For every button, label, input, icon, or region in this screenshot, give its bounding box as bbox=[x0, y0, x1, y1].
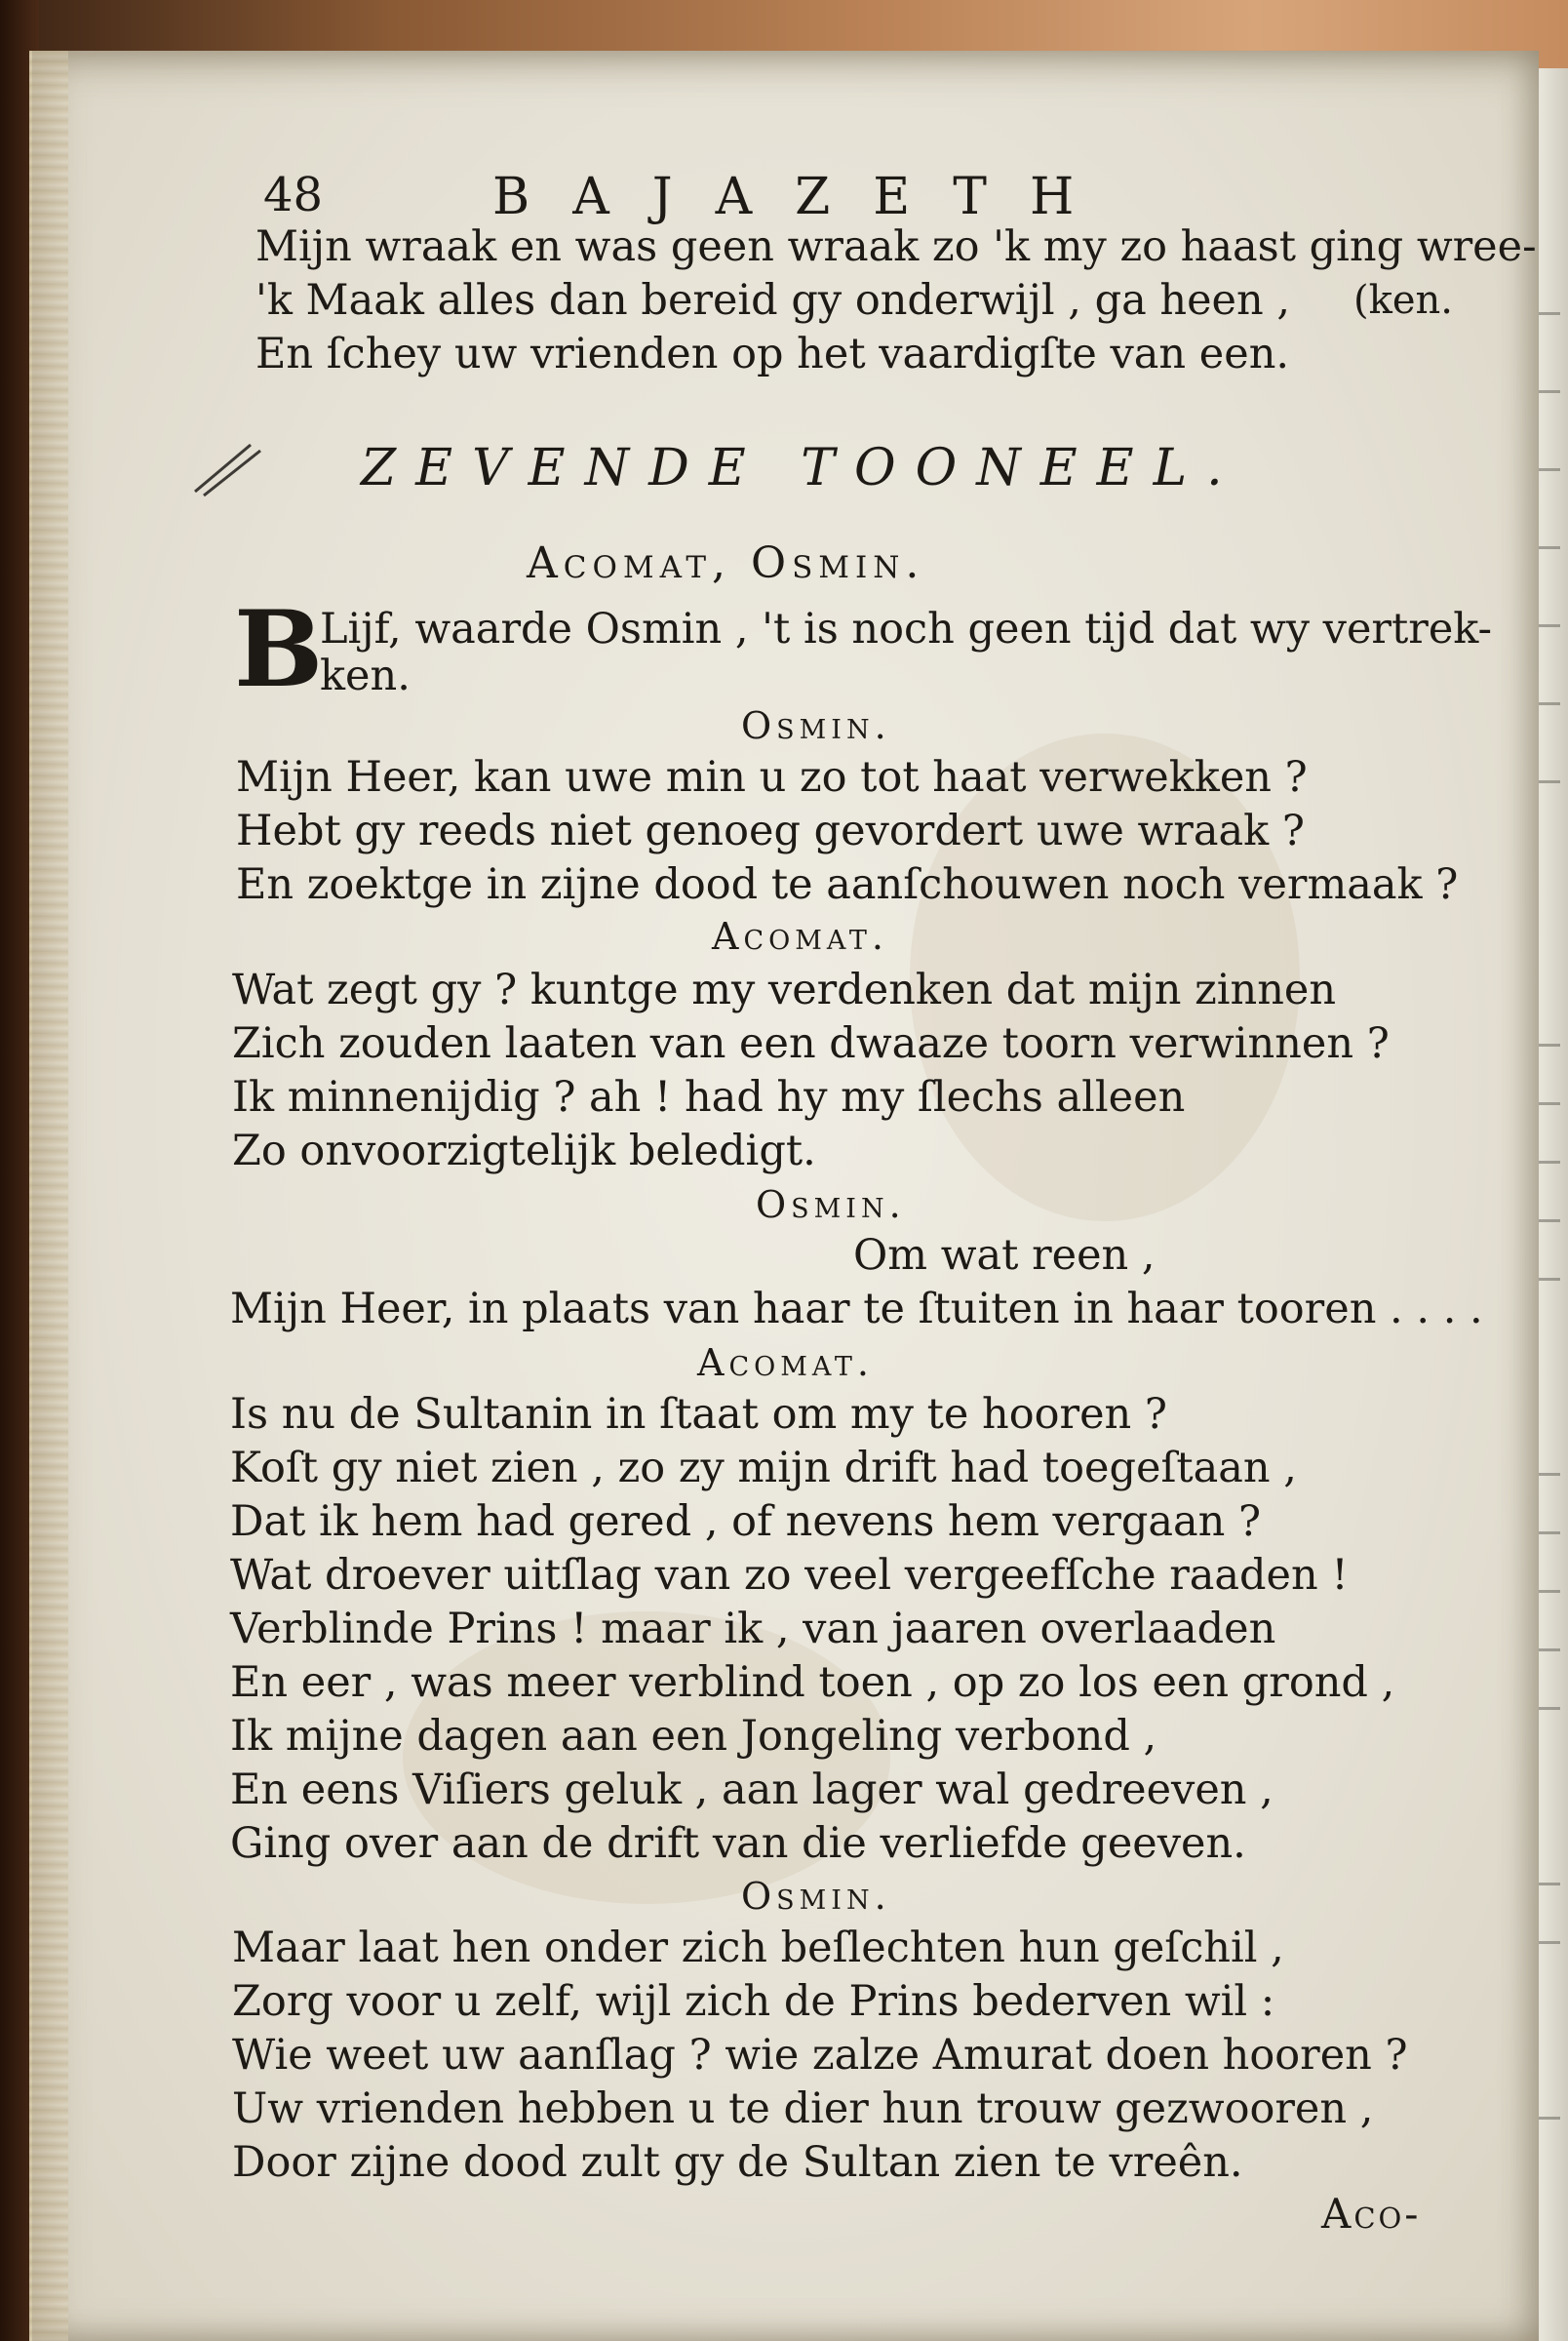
verse-line: Maar laat hen onder zich beſlechten hun geſchil , bbox=[232, 1924, 1284, 1972]
verse-line-indented: Om wat reen , bbox=[853, 1231, 1156, 1280]
verse-line: Hebt gy reeds niet genoeg gevordert uwe wraak ? bbox=[236, 807, 1305, 855]
speaker-name: Acomat. bbox=[697, 1341, 874, 1384]
speaker-name: Osmin. bbox=[741, 704, 891, 747]
page-number: 48 bbox=[263, 168, 324, 222]
verse-line: Mijn Heer, in plaats van haar te ſtuiten in haar tooren . . . . bbox=[230, 1285, 1483, 1333]
speaker-name: Osmin. bbox=[741, 1875, 891, 1918]
verse-line: En zoektge in zijne dood te aanſchouwen noch vermaak ? bbox=[236, 860, 1459, 909]
deckled-page-edge bbox=[29, 51, 68, 2341]
running-head bbox=[263, 168, 1297, 226]
verse-line: Ik mijne dagen aan een Jongeling verbond , bbox=[230, 1712, 1157, 1761]
verse-line: 'k Maak alles dan bereid gy onderwijl , ga heen , bbox=[255, 276, 1291, 325]
verse-line-tail: (ken. bbox=[1353, 278, 1453, 323]
running-title: BAJAZETH bbox=[492, 168, 1117, 226]
verse-line: Zich zouden laaten van een dwaaze toorn verwinnen ? bbox=[232, 1019, 1390, 1068]
verse-line: Koſt gy niet zien , zo zy mijn drift had toegeſtaan , bbox=[230, 1444, 1297, 1492]
verse-line: En eens Viſiers geluk , aan lager wal gedreeven , bbox=[230, 1766, 1274, 1814]
verse-line: En ſchey uw vrienden op het vaardigſte van een. bbox=[255, 330, 1290, 378]
verse-line: Verblinde Prins ! maar ik , van jaaren overlaaden bbox=[230, 1605, 1276, 1653]
verse-line: En eer , was meer verblind toen , op zo los een grond , bbox=[230, 1658, 1395, 1707]
verse-line: Wie weet uw aanſlag ? wie zalze Amurat doen hooren ? bbox=[232, 2031, 1408, 2080]
catchword: Aco- bbox=[1321, 2190, 1422, 2238]
scene-heading: ZEVENDE TOONEEL. bbox=[361, 439, 1242, 497]
verse-line: Wat droever uitſlag van zo veel vergeefſche raaden ! bbox=[230, 1551, 1349, 1600]
verse-line: ken. bbox=[320, 652, 411, 700]
verse-line: Wat zegt gy ? kuntge my verdenken dat mijn zinnen bbox=[232, 966, 1337, 1014]
verse-line: Door zijne dood zult gy de Sultan zien te vreên. bbox=[232, 2138, 1243, 2187]
pencil-mark-icon bbox=[190, 441, 268, 499]
verse-line: Mijn wraak en was geen wraak zo 'k my zo haast ging wree- bbox=[255, 222, 1537, 271]
verse-line: Zo onvoorzigtelijk beledigt. bbox=[232, 1127, 816, 1175]
drop-cap: B bbox=[234, 588, 324, 711]
scene-cast: Acomat, Osmin. bbox=[527, 538, 925, 588]
verse-line: Mijn Heer, kan uwe min u zo tot haat verwekken ? bbox=[236, 753, 1308, 802]
verse-line: Uw vrienden hebben u te dier hun trouw gezwooren , bbox=[232, 2084, 1374, 2133]
verse-line: Lijf, waarde Osmin , 't is noch geen tijd dat wy vertrek- bbox=[320, 605, 1493, 654]
speaker-name: Acomat. bbox=[712, 915, 888, 958]
verse-line: Dat ik hem had gered , of nevens hem vergaan ? bbox=[230, 1497, 1262, 1546]
speaker-name: Osmin. bbox=[756, 1183, 906, 1226]
verse-line: Zorg voor u zelf, wijl zich de Prins bederven wil : bbox=[232, 1977, 1275, 2026]
verse-line: Ik minnenijdig ? ah ! had hy my ſlechs alleen bbox=[232, 1073, 1186, 1122]
verse-line: Ging over aan de drift van die verliefde geeven. bbox=[230, 1819, 1246, 1868]
verse-line: Is nu de Sultanin in ſtaat om my te hooren ? bbox=[230, 1390, 1167, 1439]
